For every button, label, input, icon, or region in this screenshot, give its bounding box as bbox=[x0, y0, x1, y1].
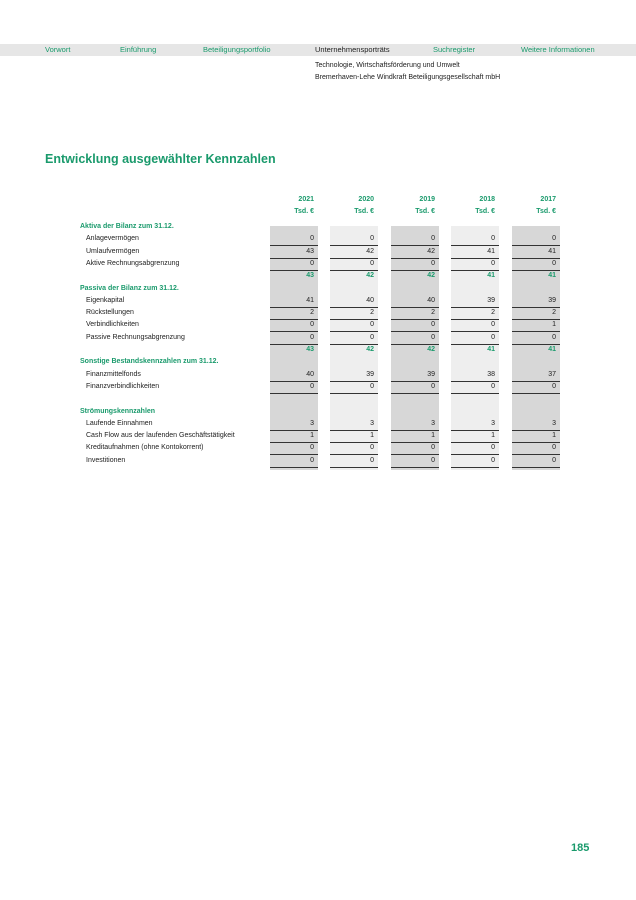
cell-underline bbox=[391, 393, 439, 394]
cell-underline bbox=[270, 270, 318, 271]
table-cell: 2 bbox=[431, 309, 435, 317]
cell-underline bbox=[512, 258, 560, 259]
table-cell: 0 bbox=[431, 235, 435, 243]
cell-underline bbox=[391, 307, 439, 308]
cell-underline bbox=[512, 442, 560, 443]
table-cell: 41 bbox=[548, 346, 556, 353]
nav-item-beteiligungsportfolio[interactable]: Beteiligungsportfolio bbox=[203, 45, 271, 54]
cell-underline bbox=[512, 430, 560, 431]
section-heading: Aktiva der Bilanz zum 31.12. bbox=[80, 223, 174, 230]
table-cell: 0 bbox=[552, 235, 556, 243]
cell-underline bbox=[451, 467, 499, 468]
cell-underline bbox=[391, 381, 439, 382]
cell-underline bbox=[330, 344, 378, 345]
cell-underline bbox=[512, 245, 560, 246]
page-number: 185 bbox=[571, 842, 590, 854]
table-cell: 42 bbox=[366, 346, 374, 353]
cell-underline bbox=[512, 467, 560, 468]
cell-underline bbox=[270, 442, 318, 443]
breadcrumb-category[interactable]: Technologie, Wirtschaftsförderung und Umwelt bbox=[315, 62, 460, 69]
table-cell: 1 bbox=[552, 321, 556, 329]
table-cell: 3 bbox=[370, 419, 374, 427]
table-cell: 0 bbox=[310, 321, 314, 329]
table-cell: 0 bbox=[552, 382, 556, 390]
section-heading: Strömungskennzahlen bbox=[80, 407, 156, 415]
table-cell: 0 bbox=[491, 235, 495, 243]
table-cell: 0 bbox=[491, 456, 495, 464]
table-cell: 0 bbox=[431, 259, 435, 267]
table-cell: 41 bbox=[548, 272, 556, 280]
table-cell: 0 bbox=[370, 382, 374, 390]
row-label: Laufende Einnahmen bbox=[86, 419, 153, 427]
table-cell: 39 bbox=[548, 296, 556, 304]
row-label: Finanzverbindlichkeiten bbox=[86, 382, 160, 390]
table-cell: 40 bbox=[427, 296, 435, 304]
table-cell: 2 bbox=[310, 309, 314, 317]
table-cell: 43 bbox=[306, 272, 314, 280]
table-cell: 0 bbox=[491, 382, 495, 390]
cell-underline bbox=[451, 393, 499, 394]
table-cell: 0 bbox=[310, 235, 314, 243]
year-header: 2021 bbox=[298, 196, 314, 203]
table-cell: 0 bbox=[491, 444, 495, 452]
cell-underline bbox=[512, 454, 560, 455]
cell-underline bbox=[391, 270, 439, 271]
cell-underline bbox=[391, 258, 439, 259]
cell-underline bbox=[512, 270, 560, 271]
table-cell: 0 bbox=[431, 444, 435, 452]
row-label: Rückstellungen bbox=[86, 309, 134, 317]
cell-underline bbox=[330, 454, 378, 455]
cell-underline bbox=[330, 258, 378, 259]
cell-underline bbox=[512, 307, 560, 308]
row-label: Passive Rechnungsabgrenzung bbox=[86, 333, 185, 341]
table-cell: 38 bbox=[487, 370, 495, 378]
nav-item-unternehmensportraets[interactable]: Unternehmensporträts bbox=[315, 45, 390, 54]
table-cell: 0 bbox=[552, 333, 556, 341]
table-cell: 42 bbox=[366, 272, 374, 280]
table-cell: 2 bbox=[370, 309, 374, 317]
table-cell: 0 bbox=[491, 333, 495, 341]
table-cell: 43 bbox=[306, 247, 314, 255]
cell-underline bbox=[270, 393, 318, 394]
cell-underline bbox=[330, 270, 378, 271]
breadcrumb bbox=[315, 60, 500, 84]
cell-underline bbox=[391, 344, 439, 345]
table-cell: 0 bbox=[370, 259, 374, 267]
cell-underline bbox=[451, 344, 499, 345]
table-cell: 3 bbox=[310, 419, 314, 427]
table-cell: 0 bbox=[370, 456, 374, 464]
table-cell: 0 bbox=[431, 321, 435, 329]
breadcrumb-company[interactable]: Bremerhaven-Lehe Windkraft Beteiligungsgesellschaft mbH bbox=[315, 74, 501, 81]
table-cell: 41 bbox=[548, 247, 556, 255]
cell-underline bbox=[512, 331, 560, 332]
table-cell: 41 bbox=[306, 296, 314, 304]
table-cell: 1 bbox=[552, 432, 556, 440]
table-cell: 0 bbox=[310, 259, 314, 267]
table-cell: 1 bbox=[310, 432, 314, 440]
cell-underline bbox=[512, 319, 560, 320]
row-label: Kreditaufnahmen (ohne Kontokorrent) bbox=[86, 444, 204, 452]
cell-underline bbox=[391, 245, 439, 246]
cell-underline bbox=[451, 270, 499, 271]
cell-underline bbox=[391, 442, 439, 443]
unit-header: Tsd. € bbox=[475, 208, 495, 215]
row-label: Finanzmittelfonds bbox=[86, 370, 141, 378]
cell-underline bbox=[330, 319, 378, 320]
year-header: 2017 bbox=[540, 196, 556, 203]
nav-item-vorwort[interactable]: Vorwort bbox=[45, 45, 71, 54]
table-cell: 2 bbox=[491, 309, 495, 317]
cell-underline bbox=[330, 307, 378, 308]
top-navigation-bar bbox=[0, 44, 636, 56]
cell-underline bbox=[330, 442, 378, 443]
nav-item-einfuehrung[interactable]: Einführung bbox=[120, 45, 157, 54]
cell-underline bbox=[270, 454, 318, 455]
table-cell: 0 bbox=[491, 259, 495, 267]
cell-underline bbox=[330, 331, 378, 332]
cell-underline bbox=[330, 245, 378, 246]
cell-underline bbox=[512, 344, 560, 345]
unit-header: Tsd. € bbox=[294, 208, 314, 215]
table-cell: 0 bbox=[552, 444, 556, 452]
table-cell: 41 bbox=[487, 346, 495, 353]
cell-underline bbox=[451, 381, 499, 382]
table-cell: 0 bbox=[370, 444, 374, 452]
table-cell: 41 bbox=[487, 247, 495, 255]
cell-underline bbox=[451, 442, 499, 443]
cell-underline bbox=[451, 454, 499, 455]
cell-underline bbox=[270, 331, 318, 332]
row-label: Cash Flow aus der laufenden Geschäftstätigkeit bbox=[86, 432, 235, 440]
cell-underline bbox=[270, 430, 318, 431]
table-cell: 42 bbox=[427, 346, 435, 353]
table-cell: 2 bbox=[552, 309, 556, 317]
cell-underline bbox=[512, 393, 560, 394]
cell-underline bbox=[270, 344, 318, 345]
cell-underline bbox=[451, 307, 499, 308]
table-cell: 0 bbox=[552, 259, 556, 267]
cell-underline bbox=[330, 381, 378, 382]
cell-underline bbox=[270, 467, 318, 468]
table-cell: 0 bbox=[370, 235, 374, 243]
table-cell: 42 bbox=[427, 272, 435, 280]
table-cell: 42 bbox=[427, 247, 435, 255]
cell-underline bbox=[391, 454, 439, 455]
cell-underline bbox=[270, 319, 318, 320]
table-cell: 1 bbox=[370, 432, 374, 440]
table-cell: 40 bbox=[366, 296, 374, 304]
table-cell: 0 bbox=[431, 333, 435, 341]
table-cell: 43 bbox=[306, 346, 314, 353]
table-cell: 42 bbox=[366, 247, 374, 255]
table-cell: 1 bbox=[491, 432, 495, 440]
table-cell: 0 bbox=[310, 382, 314, 390]
row-label: Aktive Rechnungsabgrenzung bbox=[86, 259, 180, 267]
cell-underline bbox=[270, 381, 318, 382]
table-cell: 1 bbox=[431, 432, 435, 440]
cell-underline bbox=[451, 245, 499, 246]
unit-header: Tsd. € bbox=[354, 208, 374, 215]
table-cell: 39 bbox=[366, 370, 374, 378]
row-label: Umlaufvermögen bbox=[86, 247, 140, 255]
cell-underline bbox=[330, 430, 378, 431]
year-header: 2020 bbox=[358, 196, 374, 203]
year-header: 2018 bbox=[479, 196, 495, 203]
cell-underline bbox=[330, 467, 378, 468]
cell-underline bbox=[270, 245, 318, 246]
table-cell: 0 bbox=[552, 456, 556, 464]
nav-item-weitere-informationen[interactable]: Weitere Informationen bbox=[521, 45, 595, 54]
cell-underline bbox=[451, 319, 499, 320]
row-label: Verbindlichkeiten bbox=[86, 321, 139, 329]
table-cell: 0 bbox=[491, 321, 495, 329]
row-label: Eigenkapital bbox=[86, 296, 125, 304]
table-cell: 39 bbox=[487, 296, 495, 304]
cell-underline bbox=[512, 381, 560, 382]
row-label: Investitionen bbox=[86, 456, 126, 464]
table-cell: 3 bbox=[491, 419, 495, 427]
row-label: Anlagevermögen bbox=[86, 235, 139, 243]
table-cell: 0 bbox=[431, 456, 435, 464]
unit-header: Tsd. € bbox=[415, 208, 435, 215]
cell-underline bbox=[391, 430, 439, 431]
table-cell: 3 bbox=[431, 419, 435, 427]
nav-item-suchregister[interactable]: Suchregister bbox=[433, 45, 476, 54]
table-cell: 40 bbox=[306, 370, 314, 378]
cell-underline bbox=[451, 258, 499, 259]
table-cell: 0 bbox=[370, 333, 374, 341]
table-cell: 0 bbox=[310, 456, 314, 464]
table-cell: 3 bbox=[552, 419, 556, 427]
table-cell: 39 bbox=[427, 370, 435, 378]
page-title: Entwicklung ausgewählter Kennzahlen bbox=[45, 152, 276, 166]
year-header: 2019 bbox=[419, 196, 435, 203]
table-cell: 0 bbox=[431, 382, 435, 390]
cell-underline bbox=[330, 393, 378, 394]
cell-underline bbox=[391, 467, 439, 468]
table-cell: 37 bbox=[548, 370, 556, 378]
unit-header: Tsd. € bbox=[536, 208, 556, 215]
table-cell: 0 bbox=[370, 321, 374, 329]
cell-underline bbox=[391, 319, 439, 320]
cell-underline bbox=[391, 331, 439, 332]
cell-underline bbox=[270, 258, 318, 259]
section-heading: Sonstige Bestandskennzahlen zum 31.12. bbox=[80, 358, 219, 366]
cell-underline bbox=[451, 430, 499, 431]
table-cell: 0 bbox=[310, 333, 314, 341]
cell-underline bbox=[270, 307, 318, 308]
section-heading: Passiva der Bilanz zum 31.12. bbox=[80, 284, 179, 292]
table-cell: 41 bbox=[487, 272, 495, 280]
table-cell: 0 bbox=[310, 444, 314, 452]
cell-underline bbox=[451, 331, 499, 332]
